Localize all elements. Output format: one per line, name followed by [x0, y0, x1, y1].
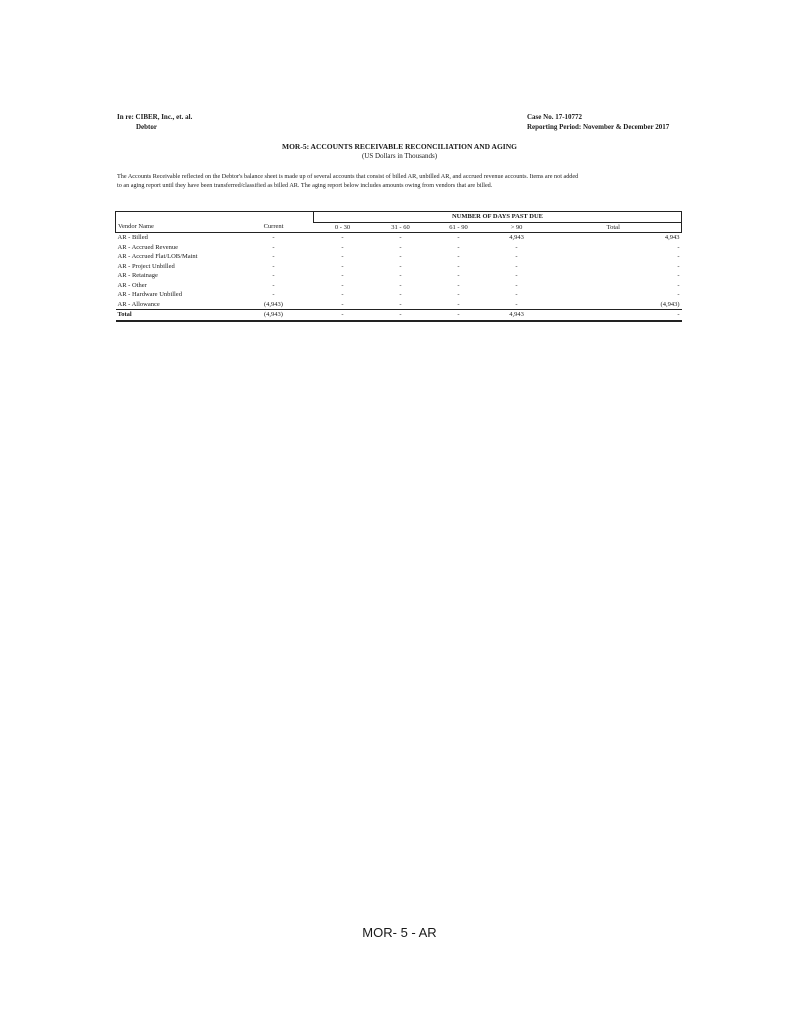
- table-row: [116, 233, 682, 243]
- current-cell: -: [272, 262, 275, 270]
- current-cell: -: [272, 253, 275, 260]
- total-cell: -: [677, 272, 680, 279]
- vendor-name-cell: AR - Other: [117, 281, 147, 289]
- days-over-90-cell: -: [515, 243, 518, 251]
- current-cell: (4,943): [264, 300, 283, 308]
- days-0-30-cell: -: [341, 281, 344, 289]
- days-61-90-cell: -: [457, 300, 460, 308]
- days-31-60-cell: -: [399, 253, 402, 260]
- col-vendor-name: Vendor Name: [116, 222, 234, 233]
- report-title: MOR-5: ACCOUNTS RECEIVABLE RECONCILIATION AND AGING: [282, 142, 517, 151]
- days-over-90-cell: -: [515, 281, 518, 289]
- table-row: [116, 262, 682, 272]
- vendor-name-cell: AR - Accrued Revenue: [117, 243, 178, 251]
- table-body: [116, 233, 682, 322]
- description-line: to an aging report until they have been transferred/classified as billed AR. The aging report below includes amounts owing from vendors that are billed.: [117, 182, 493, 189]
- col-0-30: 0 - 30: [314, 222, 372, 233]
- days-31-60-cell: -: [399, 281, 402, 289]
- in-re-line: In re: CIBER, Inc., et. al.: [117, 113, 193, 121]
- days-0-30-cell: -: [314, 310, 372, 322]
- days-0-30-cell: -: [341, 262, 344, 270]
- table-row: [116, 281, 682, 291]
- vendor-name-cell: AR - Allowance: [117, 300, 160, 308]
- days-61-90-cell: -: [430, 310, 488, 322]
- days-past-due-header: NUMBER OF DAYS PAST DUE: [314, 212, 682, 223]
- days-31-60-cell: -: [399, 234, 402, 241]
- days-61-90-cell: -: [457, 281, 460, 289]
- current-cell: -: [272, 291, 275, 298]
- table-row: [116, 271, 682, 281]
- table-row: [116, 300, 682, 310]
- days-0-30-cell: -: [341, 300, 344, 308]
- band-header-row: [116, 212, 682, 223]
- col-61-90: 61 - 90: [430, 222, 488, 233]
- days-31-60-cell: -: [399, 272, 402, 279]
- total-cell: (4,943): [660, 300, 680, 308]
- vendor-name-cell: AR - Project Unbilled: [117, 262, 175, 270]
- description-line: The Accounts Receivable reflected on the Debtor's balance sheet is made up of several accounts that consist of billed AR, unbilled AR, and accrued revenue accounts. Items are not added: [117, 173, 579, 180]
- ar-aging-table: [115, 211, 682, 322]
- days-61-90-cell: -: [457, 243, 460, 251]
- days-31-60-cell: -: [399, 291, 402, 298]
- days-over-90-cell: -: [515, 262, 518, 270]
- total-row: [116, 310, 682, 322]
- total-cell: -: [546, 310, 682, 322]
- col-total: Total: [546, 222, 682, 233]
- total-cell: -: [677, 243, 680, 251]
- total-cell: 4,943: [664, 234, 680, 241]
- days-over-90-cell: 4,943: [509, 234, 524, 241]
- days-over-90-cell: 4,943: [488, 310, 546, 322]
- vendor-name-cell: AR - Billed: [117, 234, 148, 241]
- report-subtitle: (US Dollars in Thousands): [361, 152, 438, 160]
- days-0-30-cell: -: [341, 291, 344, 298]
- days-over-90-cell: -: [515, 300, 518, 308]
- page-footer: MOR- 5 - AR: [362, 925, 437, 940]
- current-cell: -: [272, 281, 275, 289]
- total-cell: -: [677, 253, 680, 260]
- reporting-period: Reporting Period: November & December 2017: [527, 123, 670, 131]
- days-0-30-cell: -: [341, 234, 344, 241]
- column-header-row: [116, 222, 682, 233]
- days-61-90-cell: -: [457, 253, 460, 260]
- days-31-60-cell: -: [372, 310, 430, 322]
- current-cell: -: [272, 234, 275, 241]
- vendor-name-cell: AR - Retainage: [117, 272, 158, 279]
- days-61-90-cell: -: [457, 291, 460, 298]
- col-over-90: > 90: [488, 222, 546, 233]
- days-31-60-cell: -: [399, 300, 402, 308]
- table-row: [116, 243, 682, 253]
- total-cell: -: [677, 262, 680, 270]
- case-info: [527, 112, 669, 132]
- col-31-60: 31 - 60: [372, 222, 430, 233]
- current-cell: -: [272, 272, 275, 279]
- description: [117, 172, 682, 190]
- days-31-60-cell: -: [399, 243, 402, 251]
- table-row: [116, 252, 682, 262]
- debtor-label: Debtor: [136, 123, 157, 131]
- vendor-name-cell: AR - Hardware Unbilled: [117, 291, 182, 298]
- vendor-name-cell: AR - Accrued Flat/LOB/Maint: [117, 253, 198, 260]
- total-cell: -: [677, 291, 680, 298]
- col-current: Current: [234, 222, 314, 233]
- vendor-name-cell: Total: [116, 310, 234, 322]
- days-61-90-cell: -: [457, 234, 460, 241]
- days-31-60-cell: -: [399, 262, 402, 270]
- current-cell: -: [272, 243, 275, 251]
- days-61-90-cell: -: [457, 272, 460, 279]
- total-cell: -: [677, 281, 680, 289]
- days-over-90-cell: -: [515, 253, 518, 260]
- current-cell: (4,943): [234, 310, 314, 322]
- days-0-30-cell: -: [341, 272, 344, 279]
- days-over-90-cell: -: [515, 272, 518, 279]
- table-row: [116, 290, 682, 300]
- case-caption: [117, 112, 192, 132]
- days-61-90-cell: -: [457, 262, 460, 270]
- case-number: Case No. 17-10772: [527, 113, 583, 121]
- days-0-30-cell: -: [341, 253, 344, 260]
- days-0-30-cell: -: [341, 243, 344, 251]
- days-over-90-cell: -: [515, 291, 518, 298]
